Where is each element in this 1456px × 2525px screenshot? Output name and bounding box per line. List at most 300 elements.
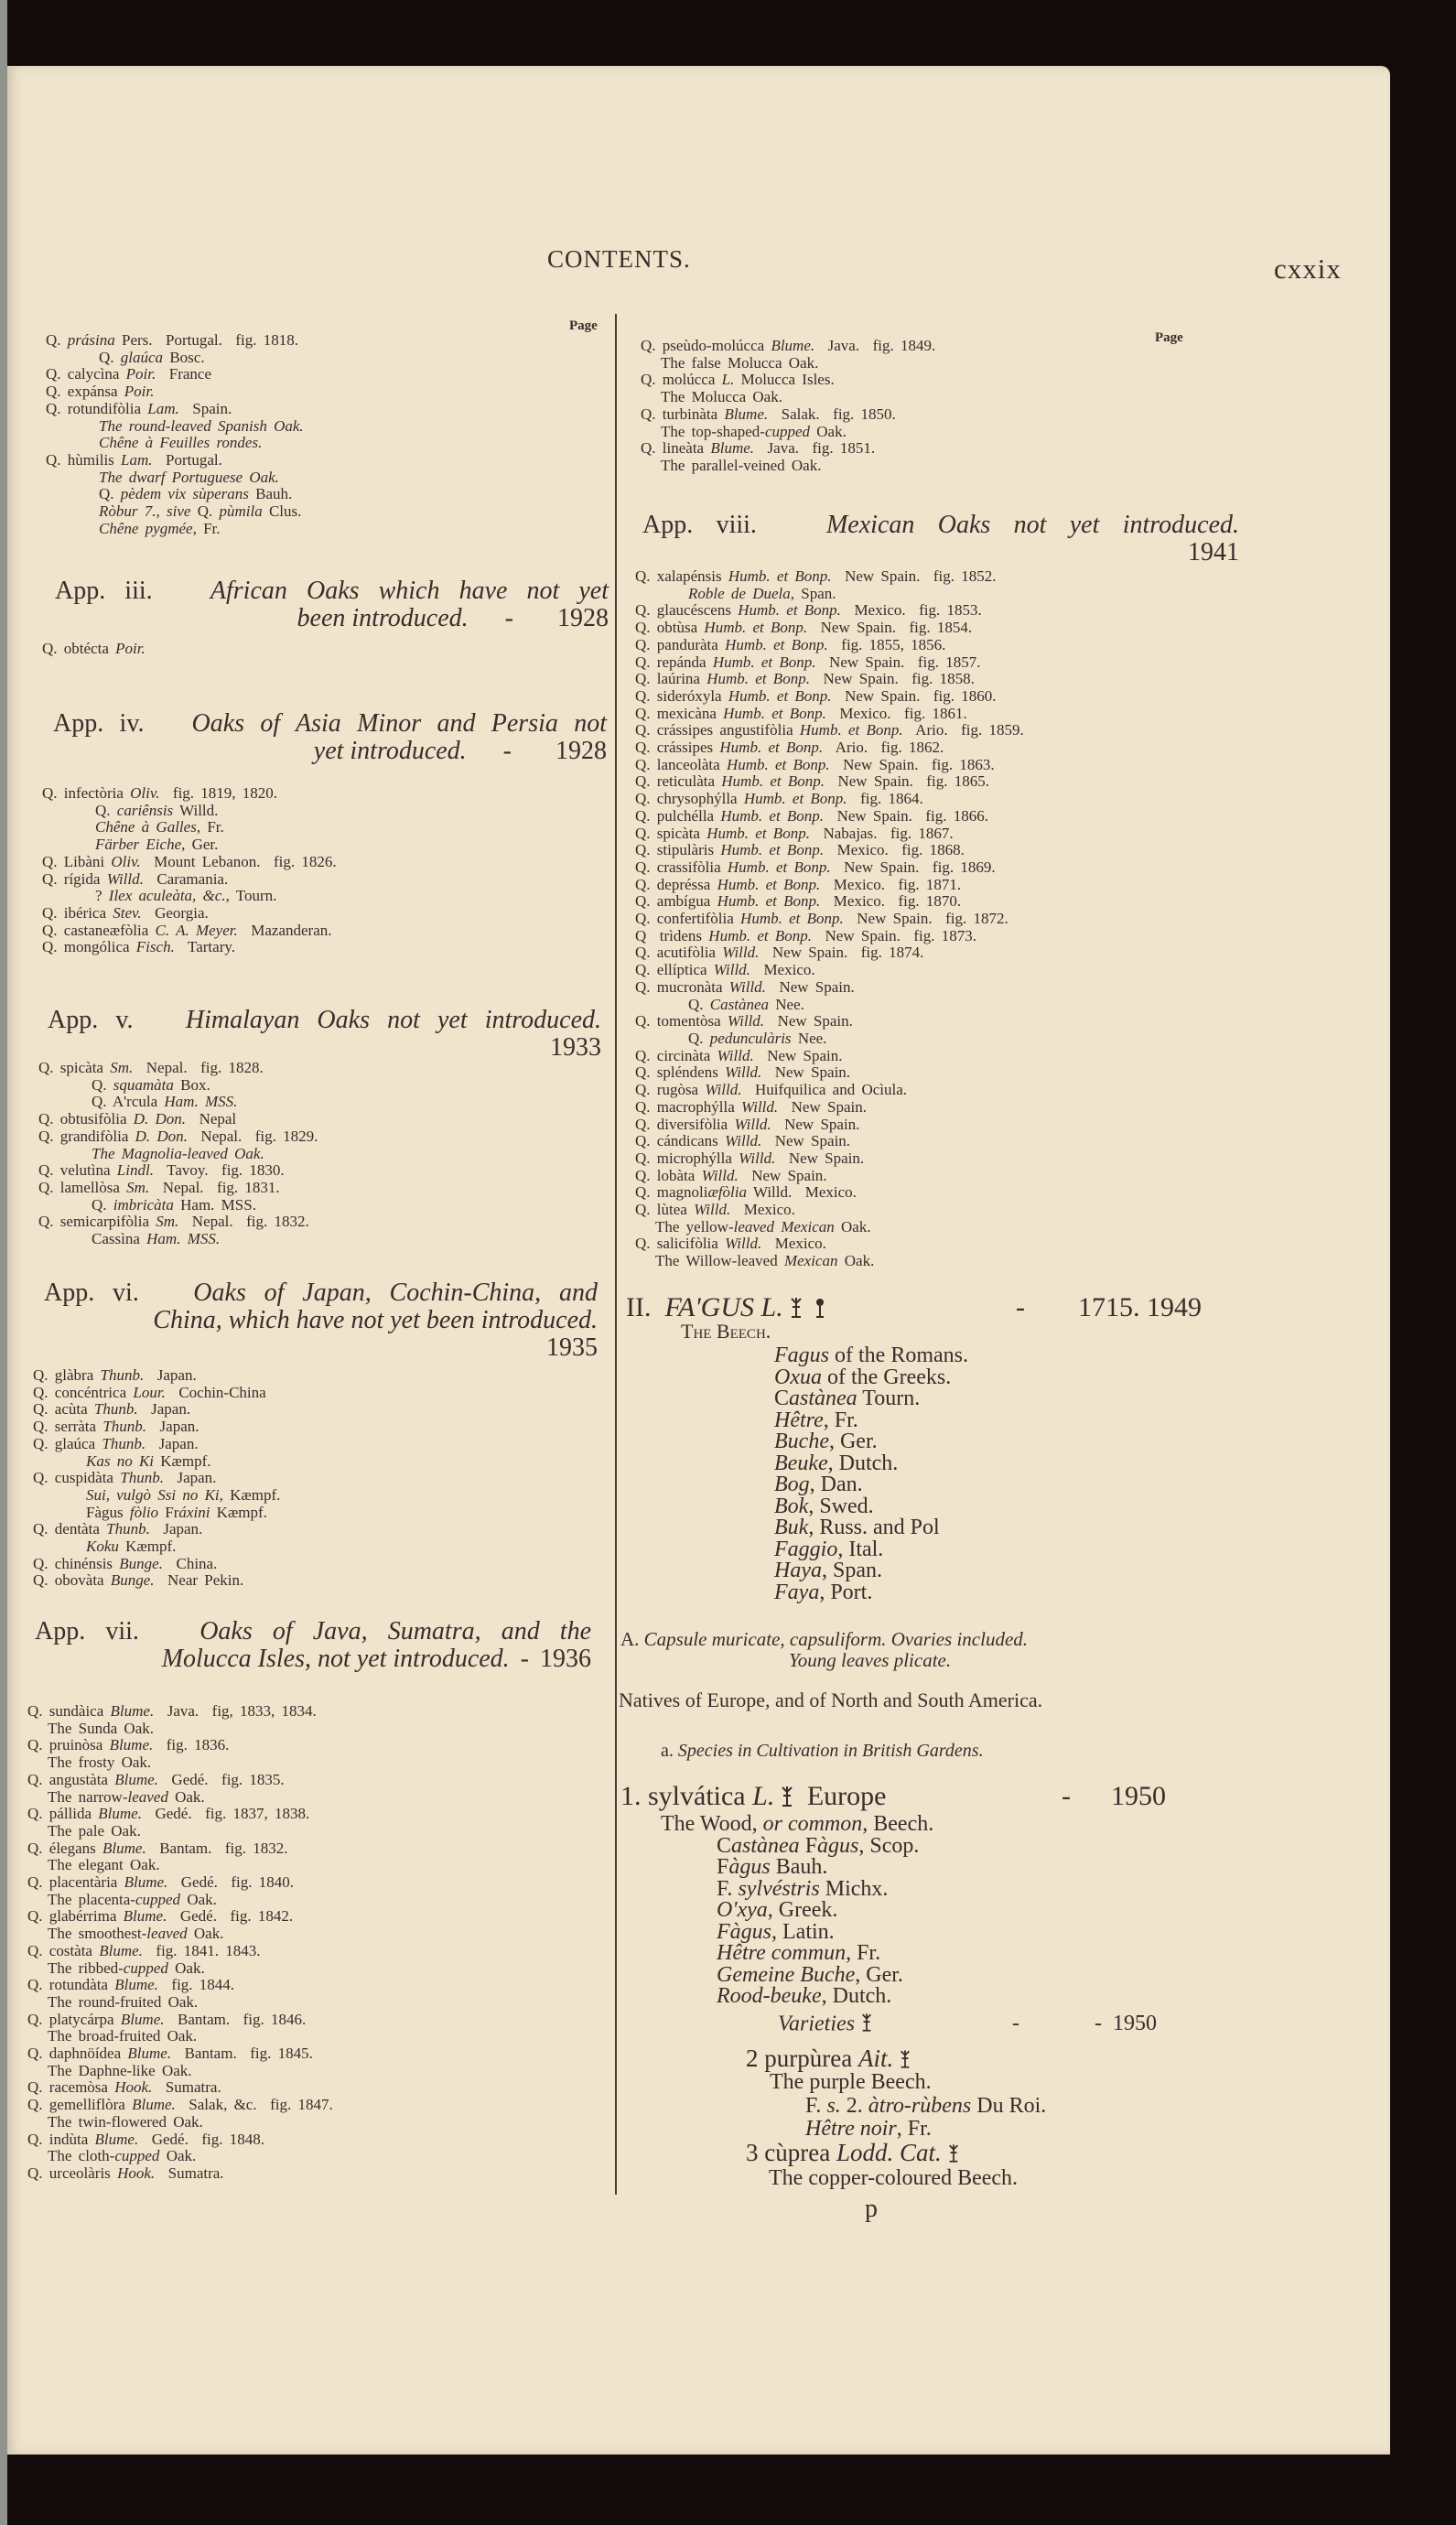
italic-text: cupped	[114, 2147, 160, 2165]
appendix-heading-v	[48, 1007, 601, 1062]
synonym-line	[717, 1943, 919, 1965]
text: Java. fig. 1851.	[754, 439, 876, 458]
italic-text: Hook.	[114, 2078, 153, 2097]
appendix-heading-vi	[44, 1279, 598, 1362]
text: Oak.	[810, 422, 847, 440]
page-number: 1933	[550, 1033, 601, 1062]
text: Oak.	[180, 1890, 217, 1908]
italic-text: àgus	[817, 1833, 859, 1858]
italic-text: Chêne pygmée	[99, 519, 193, 537]
common-name-line	[27, 2148, 586, 2165]
text: Mexico.	[750, 961, 815, 979]
text: Mexico.	[761, 1235, 826, 1253]
text: Cassìna	[92, 1230, 147, 1248]
italic-text: Blume.	[99, 1941, 143, 1959]
italic-text: Blume.	[110, 1702, 155, 1720]
text: , Fr.	[192, 519, 221, 537]
entry-line	[33, 1572, 591, 1590]
italic-text: Blume.	[771, 337, 815, 354]
entry-line	[46, 383, 604, 401]
text: , Ger.	[855, 1962, 903, 1987]
italic-text: Humb. et Bonp.	[723, 704, 826, 722]
common-name-line	[27, 1721, 586, 1738]
italic-text: Humb. et Bonp.	[720, 841, 825, 859]
entry-list	[27, 1703, 586, 2183]
text: , Fr.	[196, 818, 224, 836]
italic-text: cupped	[123, 1958, 168, 1977]
italic-text: Willd.	[701, 1166, 739, 1184]
italic-text: Humb. et Bonp.	[720, 806, 825, 825]
entry-line	[641, 406, 1226, 424]
italic-text: pèdem vix sùperans	[120, 485, 249, 503]
text: , Ital.	[837, 1537, 884, 1561]
variety-author: Lodd. Cat.	[836, 2139, 942, 2166]
italic-text: Blume.	[124, 1873, 168, 1892]
synonym-line	[774, 1582, 968, 1604]
text: Q. pulchélla	[635, 806, 721, 825]
text: Oak.	[159, 2147, 197, 2165]
text: Fàgus	[86, 1503, 130, 1521]
appendix-title: African Oaks which have not yet	[210, 577, 609, 605]
synonym-line	[774, 1367, 968, 1389]
text: Q. ambígua	[635, 892, 717, 911]
italic-text: Bunge.	[110, 1571, 155, 1590]
entry-line	[635, 859, 1239, 877]
synonym-line	[635, 997, 1239, 1014]
synonym-line	[774, 1453, 968, 1475]
text: Nepal. fig. 1831.	[149, 1178, 280, 1196]
text: Molucca Isles.	[734, 371, 835, 389]
text: Q. turbinàta	[641, 405, 725, 423]
italic-text: Bunge.	[119, 1554, 163, 1572]
text: Q. velutìna	[38, 1161, 117, 1180]
synonym-line	[717, 1900, 919, 1922]
italic-text: Gemeine Buche	[717, 1962, 856, 1987]
italic-text: àgus	[728, 1855, 771, 1879]
synonym-line	[38, 1094, 597, 1111]
italic-text: Poir.	[115, 640, 146, 657]
italic-text: Willd.	[739, 1149, 776, 1167]
page-number: 1950	[1111, 1781, 1166, 1811]
entry-line	[33, 1556, 591, 1573]
text: New Spain.	[738, 1166, 827, 1184]
text: , Greek.	[767, 1898, 838, 1922]
text: Bantam. fig. 1846.	[164, 2010, 307, 2028]
italic-text: Willd.	[694, 1201, 731, 1219]
variety-number: 2	[746, 2045, 759, 2072]
entry-line	[38, 1162, 597, 1180]
text: New Spain. fig. 1854.	[807, 619, 973, 637]
text: , Fr.	[846, 1941, 881, 1965]
text: Q. lanceolàta	[635, 755, 727, 773]
text: Q. rugòsa	[635, 1081, 706, 1099]
text: fig. 1819, 1820.	[159, 784, 278, 802]
species-name: sylvática	[648, 1781, 746, 1811]
entry-line	[33, 1419, 591, 1436]
entry-line	[27, 1977, 586, 1994]
synonym-line	[33, 1453, 591, 1471]
genus-common-name: The Beech.	[681, 1320, 771, 1343]
text: Kæmpf.	[210, 1503, 267, 1521]
text: Q. gemelliflòra	[27, 2096, 133, 2114]
italic-text: Willd.	[727, 1012, 765, 1031]
leader-dash: -	[1095, 2012, 1102, 2035]
italic-text: Thunb.	[120, 1469, 164, 1487]
italic-text: Blume.	[710, 439, 755, 458]
synonym-line	[717, 1919, 919, 1944]
common-name-line	[27, 2028, 586, 2045]
variety-synonym	[805, 2096, 1046, 2118]
text: New Spain. fig. 1869.	[830, 858, 996, 876]
italic-text: Buche	[774, 1430, 829, 1453]
text: Q. crássipes angustifòlia	[635, 721, 800, 739]
appendix-title: Mexican Oaks not yet introduced.	[825, 511, 1240, 539]
entry-line	[27, 1840, 586, 1858]
appendix-heading-vii	[35, 1618, 591, 1673]
text: Q.	[92, 1075, 113, 1094]
text: Mazanderan.	[237, 921, 332, 939]
synonym-line	[774, 1560, 968, 1582]
text: Portugal.	[152, 450, 222, 469]
text: , Dutch.	[827, 1451, 899, 1475]
text: Gedé. fig. 1848.	[138, 2130, 264, 2148]
italic-text: Rood-beuke	[717, 1984, 822, 2008]
text: Q. obovàta	[33, 1571, 111, 1590]
text: Q. mexicàna	[635, 704, 724, 722]
entry-line	[635, 773, 1239, 791]
text: Q.	[46, 331, 68, 349]
text: Q. serràta	[33, 1418, 103, 1436]
entry-line	[27, 1772, 586, 1789]
synonym-line	[33, 1487, 591, 1505]
entry-line	[42, 871, 600, 889]
variety-name: cùprea	[764, 2139, 831, 2166]
variety-heading	[746, 2139, 965, 2169]
text: Q. acùta	[33, 1400, 94, 1419]
text: New Spain.	[761, 1132, 851, 1150]
text: Q. mucronàta	[635, 977, 729, 996]
page-folio: cxxix	[1274, 253, 1342, 285]
text: Cochin-China	[165, 1383, 266, 1401]
italic-text: or common	[762, 1812, 863, 1836]
italic-text: Oxua	[774, 1365, 822, 1389]
text: New Spain.	[764, 1012, 853, 1031]
text: China.	[162, 1554, 218, 1572]
text: ?	[95, 887, 109, 905]
italic-text: Willd.	[106, 869, 144, 888]
text: France	[156, 365, 212, 383]
genus-author: L.	[760, 1292, 783, 1322]
leader-dash: -	[1012, 2012, 1019, 2035]
italic-text: s.	[826, 2094, 841, 2118]
variety-synonym	[805, 2119, 932, 2141]
text: Q. laúrina	[635, 670, 707, 688]
text: , Swed.	[808, 1494, 874, 1518]
entry-line	[46, 366, 604, 383]
italic-text: fòlio	[129, 1503, 159, 1521]
text: New Spain.	[753, 1046, 843, 1064]
variety-name: purpùrea	[764, 2045, 853, 2072]
text: Q. pruinòsa	[27, 1736, 110, 1754]
text: Mexico. fig. 1853.	[840, 601, 982, 620]
text: Gedé. fig. 1842.	[167, 1907, 294, 1926]
text: New Spain.	[761, 1063, 851, 1082]
italic-text: Humb. et Bonp.	[706, 824, 810, 842]
synonym-line	[774, 1388, 968, 1410]
text: Q. crássipes	[635, 739, 720, 757]
text: Kæmpf.	[154, 1451, 211, 1470]
synonym-line	[717, 1833, 920, 1858]
italic-text: leaved	[127, 1787, 168, 1806]
italic-text: Lindl.	[116, 1161, 154, 1180]
text: Q. repánda	[635, 653, 713, 671]
text: Q. tomentòsa	[635, 1012, 728, 1031]
italic-text: O'xya	[717, 1898, 768, 1922]
italic-text: Lam.	[121, 450, 153, 469]
genus-pages: 1715. 1949	[1078, 1292, 1202, 1322]
italic-text: Koku	[86, 1538, 119, 1556]
text: Q. dentàta	[33, 1520, 107, 1538]
common-name-line	[27, 1960, 586, 1978]
text: Bantam. fig. 1845.	[171, 2045, 313, 2063]
italic-text: Ròbur 7., sive	[99, 502, 191, 521]
genus-numeral: II.	[626, 1292, 652, 1322]
text: The ribbed-	[48, 1958, 124, 1977]
italic-text: áxini	[178, 1503, 210, 1521]
page-number: 1941	[1188, 538, 1239, 567]
text: Box.	[173, 1075, 210, 1094]
entry-line	[635, 1099, 1239, 1117]
text: The narrow-	[48, 1787, 128, 1806]
italic-text: leaved Mexican	[733, 1217, 835, 1236]
text: The false Molucca Oak.	[661, 353, 819, 372]
entry-line	[27, 1874, 586, 1892]
italic-text: Willd.	[741, 1097, 779, 1116]
italic-text: Faya	[774, 1580, 820, 1604]
text: Q. ellíptica	[635, 961, 714, 979]
entry-list	[641, 338, 1226, 475]
text: The yellow-	[655, 1217, 734, 1236]
text: Japan.	[146, 1434, 199, 1452]
text: Q. spicàta	[38, 1059, 111, 1076]
entry-line	[38, 1214, 597, 1231]
page-number: 1928	[555, 737, 607, 765]
synonym-line	[717, 1876, 919, 1901]
text: Q. élegans	[27, 1839, 103, 1857]
text: Q.	[92, 1195, 113, 1214]
text: Oak.	[167, 1958, 205, 1977]
section-text: Capsule muricate, capsuliform. Ovaries included.	[643, 1628, 1029, 1650]
text: Ario. fig. 1859.	[902, 721, 1024, 739]
section-label: A.	[620, 1628, 640, 1650]
text: Georgia.	[141, 903, 209, 922]
italic-text: squamàta	[113, 1075, 174, 1094]
appendix-title: been introduced.	[297, 604, 469, 632]
entry-line	[635, 1117, 1239, 1134]
italic-text: Blume.	[127, 2045, 172, 2063]
entry-line	[635, 722, 1239, 739]
text: New Spain. fig. 1863.	[829, 755, 995, 773]
italic-text: Bok	[774, 1494, 809, 1518]
italic-text: Blume.	[94, 2130, 139, 2148]
entry-line	[46, 332, 604, 350]
italic-text: Hook.	[117, 2164, 156, 2182]
text: Oak.	[187, 1925, 224, 1943]
text: fig. 1855, 1856.	[827, 635, 946, 653]
species-region: Europe	[806, 1781, 887, 1811]
italic-text: Willd.	[722, 944, 760, 962]
entry-line	[33, 1367, 591, 1385]
synonym-line	[46, 469, 604, 487]
varieties-label: Varieties	[778, 2012, 855, 2036]
text: fig. 1844.	[157, 1976, 235, 1994]
text: The Willow-leaved	[655, 1252, 784, 1270]
synonym-line	[46, 521, 604, 538]
text: , Port.	[819, 1580, 873, 1604]
italic-text: Hêtre noir	[805, 2117, 897, 2141]
tree-symbol-icon	[789, 1294, 803, 1325]
text: Nepal. fig. 1832.	[178, 1213, 309, 1231]
section-a-characters	[620, 1629, 1243, 1671]
section-text: Young leaves plicate.	[789, 1649, 952, 1671]
entry-line	[42, 854, 600, 871]
text: Q. concéntrica	[33, 1383, 134, 1401]
italic-text: Chêne à Feuilles rondes.	[99, 434, 263, 452]
text: Nepal	[186, 1110, 237, 1128]
text: Bauh.	[770, 1855, 828, 1879]
text: Q. chinénsis	[33, 1554, 120, 1572]
entry-line	[42, 905, 600, 923]
italic-text: Humb. et Bonp.	[706, 670, 810, 688]
text: Q. glabérrima	[27, 1907, 124, 1926]
common-name-line	[27, 1926, 586, 1943]
italic-text: Humb. et Bonp.	[725, 635, 828, 653]
text: The twin-flowered Oak.	[48, 2112, 203, 2131]
text: Q. cuspidàta	[33, 1469, 121, 1487]
species-author: L.	[752, 1781, 775, 1811]
text: Q.	[688, 995, 710, 1013]
common-name-line	[641, 389, 1226, 406]
synonym-line	[774, 1539, 968, 1561]
text: Nepal. fig. 1829.	[187, 1127, 318, 1145]
text: , Ger.	[828, 1430, 878, 1453]
entry-line	[27, 1908, 586, 1926]
text: Near Pekin.	[154, 1571, 244, 1590]
text: Q. lineàta	[641, 439, 711, 458]
text: Q trìdens	[635, 926, 709, 944]
variety-number: 3	[746, 2139, 759, 2166]
text: Q. costàta	[27, 1941, 100, 1959]
text: , Span.	[790, 584, 836, 602]
italic-text: Buk	[774, 1516, 809, 1539]
synonym-line	[774, 1410, 968, 1432]
genus-synonyms	[774, 1345, 968, 1603]
italic-text: Humb. et Bonp.	[727, 858, 831, 876]
italic-text: Fàgus	[717, 1919, 771, 1944]
text: New Spain.	[775, 1149, 865, 1167]
text: Japan.	[144, 1366, 197, 1384]
entry-line	[641, 372, 1226, 389]
text: Japan.	[149, 1520, 203, 1538]
italic-text: Willd.	[725, 1063, 762, 1082]
text: Java. fig, 1833, 1834.	[154, 1702, 317, 1720]
entry-line	[42, 923, 600, 940]
entry-line	[635, 1013, 1239, 1031]
appendix-number: App. vii.	[35, 1617, 139, 1646]
italic-text: Humb. et Bonp.	[719, 739, 824, 757]
text: F	[799, 1833, 818, 1858]
entry-line	[42, 785, 600, 803]
page-number: 1928	[557, 604, 609, 632]
synonym-line	[38, 1231, 597, 1248]
page-number: 1935	[546, 1333, 598, 1362]
page-column-label-right: Page	[1155, 330, 1183, 345]
italic-text: Sui, vulgò Ssi no Ki	[86, 1485, 220, 1504]
italic-text: Humb. et Bonp.	[717, 892, 821, 911]
entry-line	[635, 1150, 1239, 1168]
common-name-line	[27, 1754, 586, 1772]
text: Spain.	[178, 399, 232, 417]
italic-text: Fisch.	[135, 938, 175, 956]
text: Q.	[95, 801, 117, 819]
entry-line	[635, 568, 1239, 586]
italic-text: Hêtre commun	[717, 1941, 847, 1965]
text: Mexico.	[730, 1201, 795, 1219]
entry-line	[42, 939, 600, 956]
text: Nepal. fig. 1828.	[133, 1059, 264, 1076]
text: F.	[717, 1876, 739, 1901]
italic-text: Beuke	[774, 1451, 828, 1475]
text: Q. expánsa	[46, 383, 124, 401]
italic-text: àtro-rùbens	[868, 2094, 972, 2118]
entry-line	[635, 962, 1239, 979]
text: Q. racemòsa	[27, 2078, 115, 2097]
text: Nee.	[791, 1029, 827, 1047]
text: , Span.	[821, 1559, 882, 1582]
synonym-line	[46, 503, 604, 521]
text: Q. daphnöídea	[27, 2045, 128, 2063]
text: Q. stipulàris	[635, 841, 721, 859]
text: Q. angustàta	[27, 1770, 115, 1788]
italic-text: Chêne à Galles	[95, 818, 197, 836]
text: Q. spicàta	[635, 824, 707, 842]
text: Mexico. fig. 1861.	[825, 704, 967, 722]
page-column-label-left: Page	[569, 318, 598, 333]
text: Q. glaúca	[33, 1434, 102, 1452]
entry-line	[635, 944, 1239, 962]
italic-text: cupped	[135, 1890, 181, 1908]
italic-text: Humb. et Bonp.	[740, 910, 844, 928]
entry-line	[635, 979, 1239, 997]
text: Q. circinàta	[635, 1046, 717, 1064]
text: Q. diversifòlia	[635, 1115, 735, 1133]
text: Bauh.	[248, 485, 293, 503]
text: , Kæmpf.	[219, 1485, 281, 1504]
text: , Dan.	[809, 1473, 863, 1496]
entry-line	[635, 1168, 1239, 1185]
synonym-line	[46, 418, 604, 436]
text: Q. xalapénsis	[635, 567, 728, 585]
text: Q. depréssa	[635, 875, 717, 893]
text: , Beech.	[862, 1812, 934, 1836]
italic-text: Willd.	[728, 977, 766, 996]
italic-text: Färber Eiche	[95, 836, 182, 854]
text: New Spain. fig. 1852.	[831, 567, 997, 585]
italic-text: glaúca	[120, 348, 164, 366]
text: Q.	[688, 1029, 710, 1047]
entry-line	[635, 602, 1239, 620]
entry-line	[635, 620, 1239, 637]
